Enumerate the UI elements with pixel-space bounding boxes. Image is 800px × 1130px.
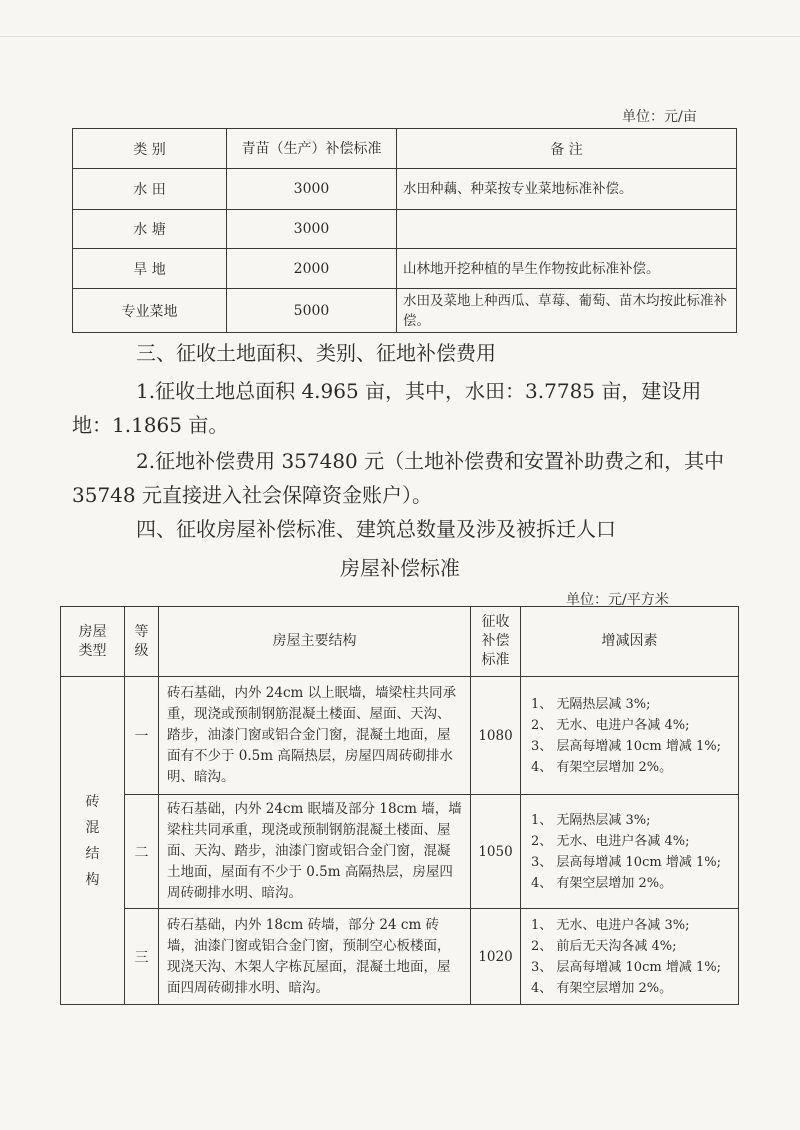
table-row: [73, 249, 737, 289]
factor-item: 1、 无水、电进户各减 3%;: [531, 917, 690, 933]
factor-item: 3、 层高每增减 10cm 增减 1%;: [531, 738, 721, 754]
row-category: 专业菜地: [73, 289, 227, 333]
table-row: [73, 289, 737, 333]
factor-item: 2、 无水、电进户各减 4%;: [531, 833, 690, 849]
row-value: 5000: [227, 289, 397, 333]
factor-item: 2、 无水、电进户各减 4%;: [531, 717, 690, 733]
structure-cell: 砖石基础，内外 24cm 以上眠墙，墙梁柱共同承重，现浇或预制钢筋混凝土楼面、屋面、天沟、踏步，油漆门窗或铝合金门窗，混凝土地面，屋面有不少于 0.5m 高隔热层，房屋四周砖砌排水明、暗沟。: [159, 677, 471, 795]
row-value: 3000: [227, 210, 397, 249]
house-compensation-table: [60, 606, 739, 1005]
header-grade: 等级: [125, 607, 159, 677]
header-factors: 增减因素: [521, 607, 739, 677]
table-row: [61, 909, 739, 1005]
crop-compensation-table: [72, 128, 737, 333]
table-title: 房屋补偿标准: [340, 556, 460, 580]
factor-item: 4、 有架空层增加 2%。: [531, 875, 673, 891]
table-row: [61, 677, 739, 795]
section-3-item-2: 2.征地补偿费用 357480 元（土地补偿费和安置补助费之和，其中 35748 元直接进入社会保障资金账户）。: [72, 449, 725, 507]
unit-label-house: 单位：元/平方米: [566, 592, 669, 608]
factor-item: 4、 有架空层增加 2%。: [531, 980, 673, 996]
header-note: 备 注: [397, 129, 737, 169]
factors-cell: [521, 909, 739, 1005]
grade-cell: 一: [125, 677, 159, 795]
house-type-cell: 砖混结构: [61, 677, 125, 1005]
table-header-row: [73, 129, 737, 169]
factor-item: 2、 前后无天沟各减 4%;: [531, 938, 677, 954]
row-category: 水 田: [73, 169, 227, 210]
row-value: 3000: [227, 169, 397, 210]
table-row: [61, 795, 739, 909]
factor-item: 4、 有架空层增加 2%。: [531, 759, 673, 775]
page-fold-line: [0, 36, 800, 37]
price-cell: 1050: [471, 795, 521, 909]
table-row: [73, 210, 737, 249]
factors-cell: [521, 677, 739, 795]
factor-item: 1、 无隔热层减 3%;: [531, 812, 651, 828]
header-house-type: 房屋类型: [61, 607, 125, 677]
row-value: 2000: [227, 249, 397, 289]
header-standard: 青苗（生产）补偿标准: [227, 129, 397, 169]
structure-cell: 砖石基础，内外 18cm 砖墙，部分 24 cm 砖墙，油漆门窗或铝合金门窗，预制空心板楼面，现浇天沟、木架人字栋瓦屋面，混凝土地面，屋面四周砖砌排水明、暗沟。: [159, 909, 471, 1005]
row-note: 水田及菜地上种西瓜、草莓、葡萄、苗木均按此标准补偿。: [397, 289, 737, 333]
row-category: 水 塘: [73, 210, 227, 249]
section-3-item-1: 1.征收土地总面积 4.965 亩，其中，水田：3.7785 亩，建设用地：1.1865 亩。: [72, 379, 702, 437]
unit-label-crop: 单位：元/亩: [622, 109, 697, 125]
factors-cell: [521, 795, 739, 909]
structure-cell: 砖石基础，内外 24cm 眠墙及部分 18cm 墙，墙梁柱共同承重，现浇或预制钢筋混凝土楼面、屋面、天沟、踏步，油漆门窗或铝合金门窗，混凝土地面，屋面有不少于 0.5m 高隔热层，房屋四周砖砌排水明、暗沟。: [159, 795, 471, 909]
factor-item: 3、 层高每增减 10cm 增减 1%;: [531, 959, 721, 975]
price-cell: 1020: [471, 909, 521, 1005]
grade-cell: 二: [125, 795, 159, 909]
section-4-heading: 四、征收房屋补偿标准、建筑总数量及涉及被拆迁人口: [136, 517, 616, 541]
factor-item: 1、 无隔热层减 3%;: [531, 696, 651, 712]
header-structure: 房屋主要结构: [159, 607, 471, 677]
row-note: 山林地开挖种植的旱生作物按此标准补偿。: [397, 249, 737, 289]
table-row: [73, 169, 737, 210]
section-3-heading: 三、征收土地面积、类别、征地补偿费用: [136, 341, 496, 365]
row-note: [397, 210, 737, 249]
row-category: 旱 地: [73, 249, 227, 289]
table-header-row: [61, 607, 739, 677]
grade-cell: 三: [125, 909, 159, 1005]
row-note: 水田种藕、种菜按专业菜地标准补偿。: [397, 169, 737, 210]
price-cell: 1080: [471, 677, 521, 795]
header-category: 类 别: [73, 129, 227, 169]
factor-item: 3、 层高每增减 10cm 增减 1%;: [531, 854, 721, 870]
header-price: 征收补偿标准: [471, 607, 521, 677]
